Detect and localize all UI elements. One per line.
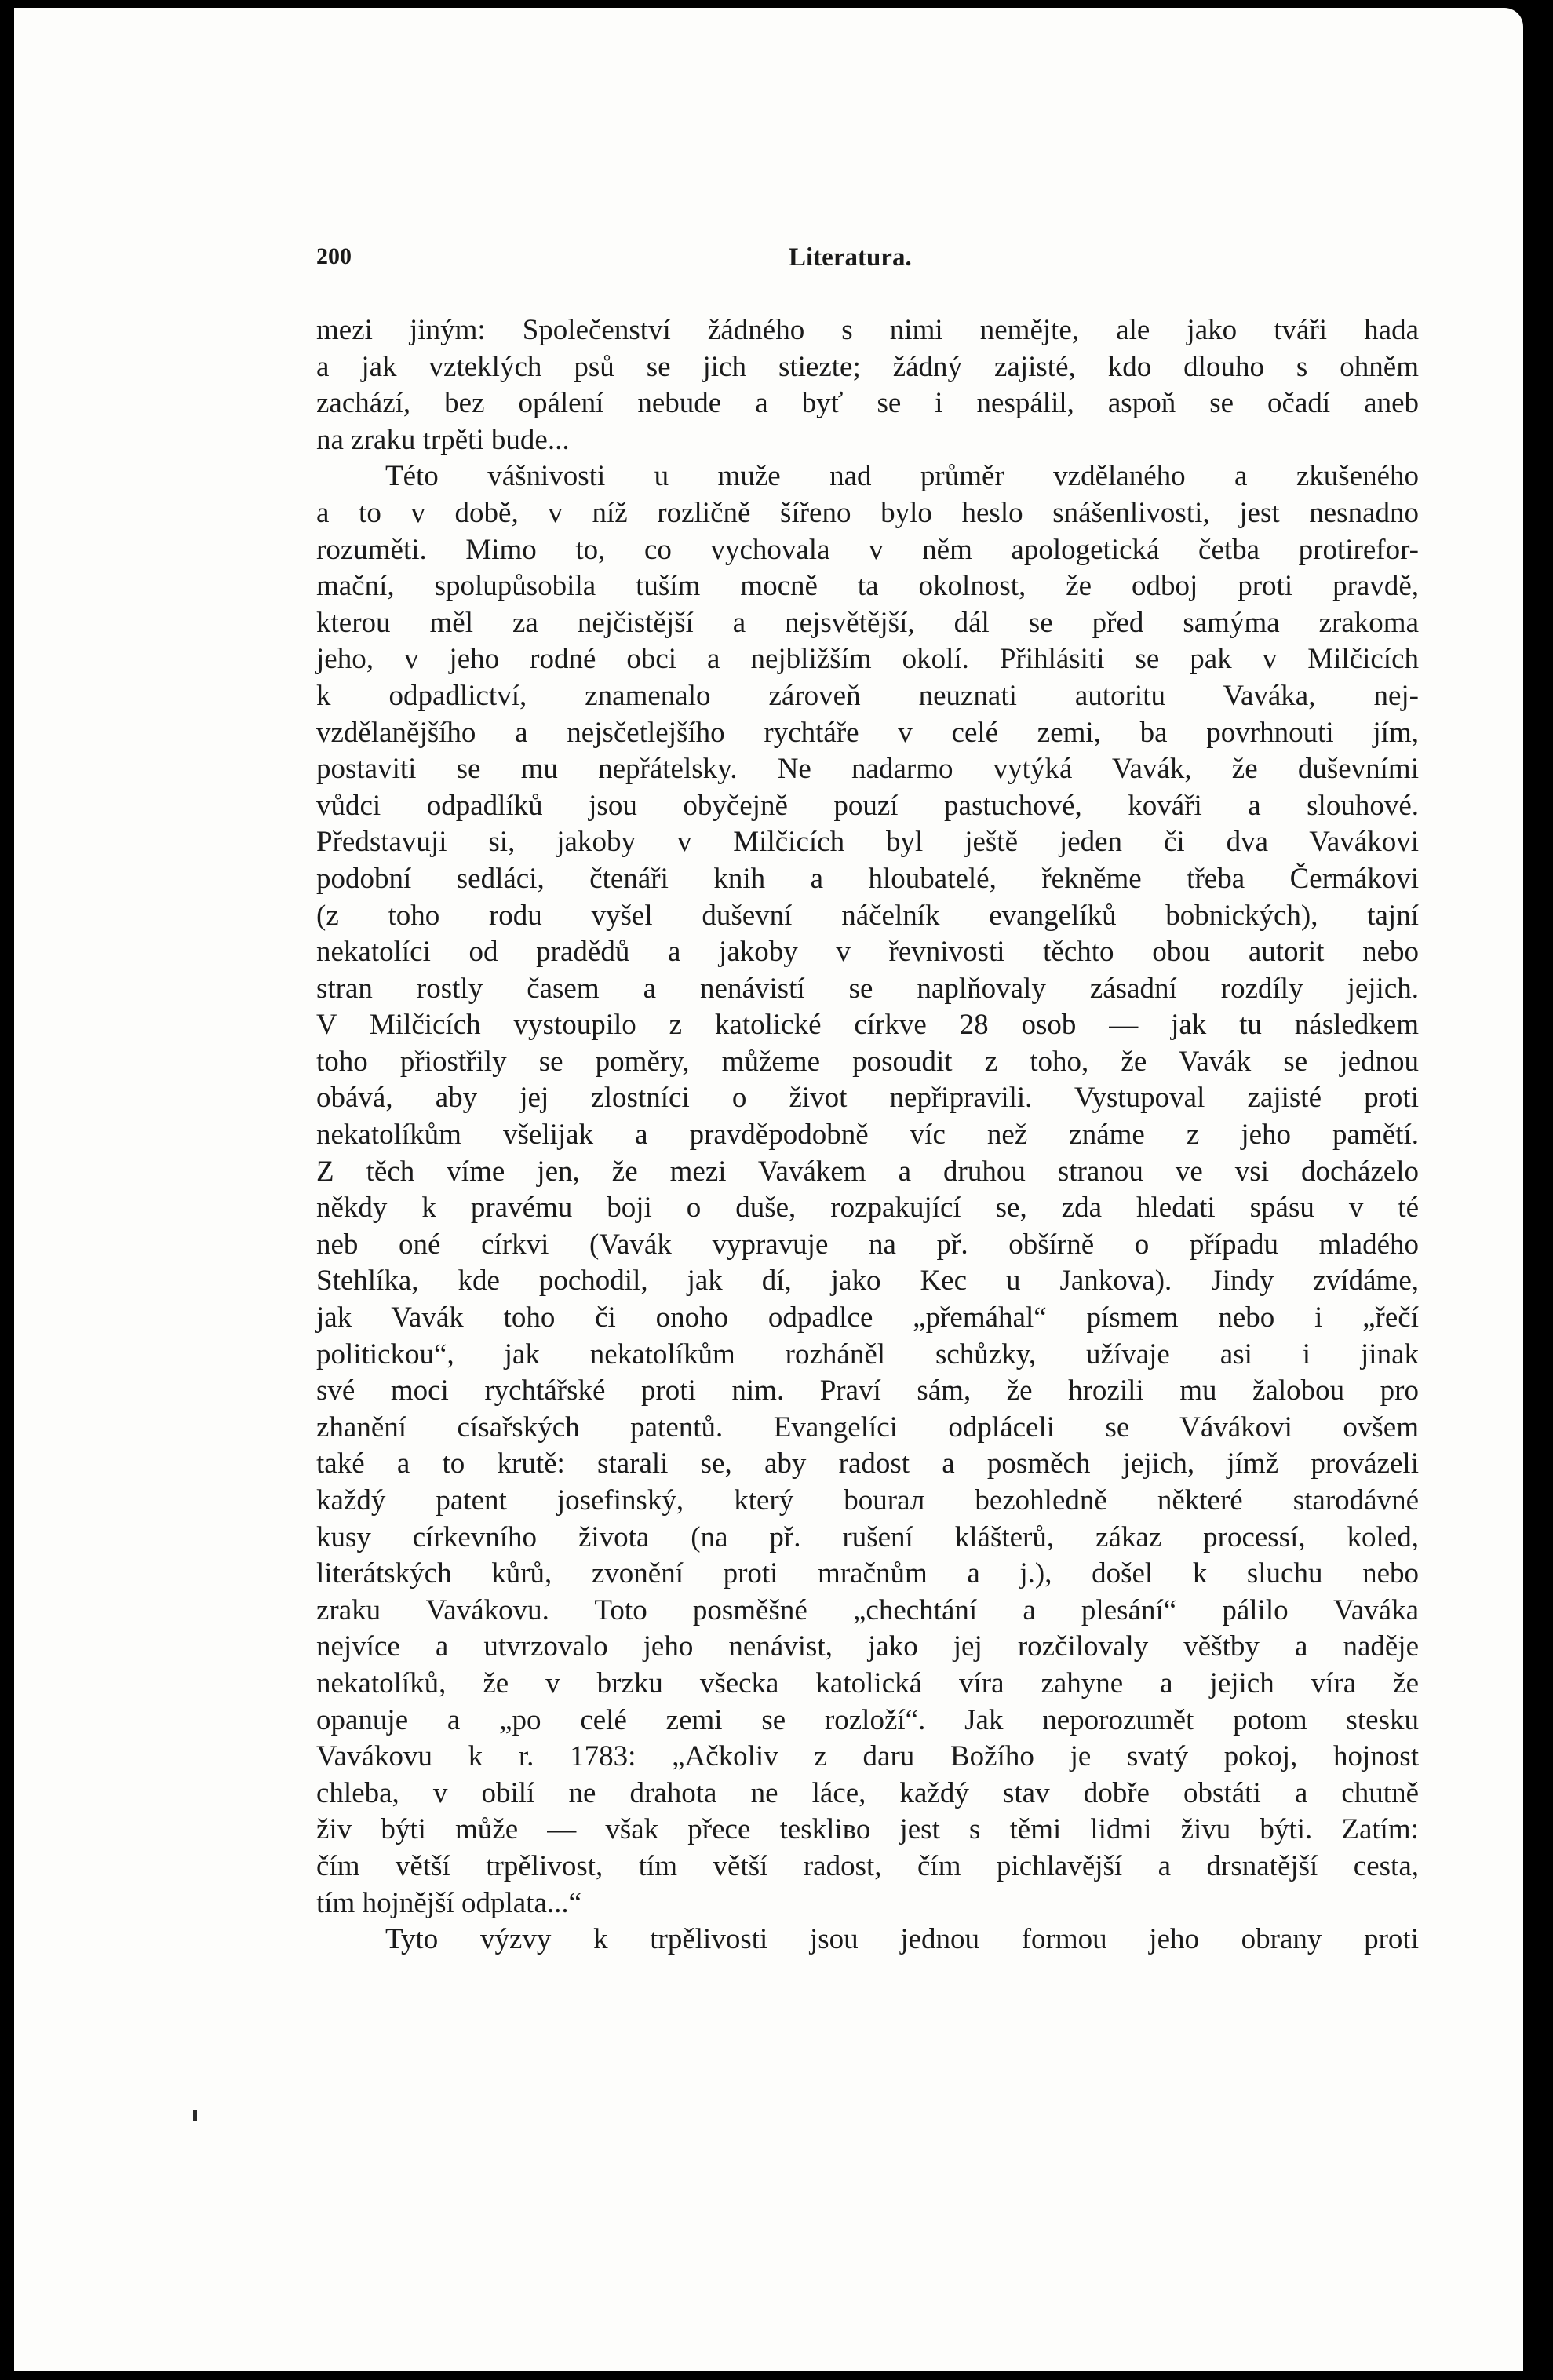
text-line: nekatolíků, že v brzku všecka katolická víra zahyne a jejich víra že bbox=[316, 1666, 1419, 1699]
text-line: Této vášnivosti u muže nad průměr vzdělaného a zkušeného bbox=[385, 460, 1419, 493]
text-line: každý patent josefinský, který bourал bezohledně některé starodávné bbox=[316, 1484, 1419, 1517]
text-line: Představuji si, jakoby v Milčicích byl ještě jeden či dva Vavákovi bbox=[316, 826, 1419, 859]
text-line: zraku Vavákovu. Toto posměšné „chechtání a plesání“ pálilo Vaváka bbox=[316, 1593, 1419, 1626]
text-line: zachází, bez opálení nebude a byť se i nespálil, aspoň se očadí aneb bbox=[316, 387, 1419, 420]
text-line: své moci rychtářské proti nim. Praví sám, že hrozili mu žalobou pro bbox=[316, 1374, 1419, 1407]
text-line: zhanění císařských patentů. Evangelíci odpláceli se Vávákovi ovšem bbox=[316, 1411, 1419, 1444]
scanned-page bbox=[14, 8, 1523, 2371]
text-line: opanuje a „po celé zemi se rozloží“. Jak neporozumět potom stesku bbox=[316, 1703, 1419, 1736]
text-line: podobní sedláci, čtenáři knih a hloubatelé, řekněme třeba Čermákovi bbox=[316, 862, 1419, 895]
text-line: k odpadlictví, znamenalo zároveň neuznati autoritu Vaváka, nej- bbox=[316, 679, 1419, 712]
text-line: Stehlíka, kde pochodil, jak dí, jako Kec u Jankova). Jindy zvídáme, bbox=[316, 1265, 1419, 1298]
text-line: někdy k pravému boji o duše, rozpakující se, zda hledati spásu v té bbox=[316, 1192, 1419, 1225]
text-line: rozuměti. Mimo to, co vychovala v něm apologetická četba protirefor- bbox=[316, 533, 1419, 566]
text-line: živ býti může — však přece teskliво jest s těmi lidmi živu býti. Zatím: bbox=[316, 1813, 1419, 1846]
text-line: a jak vzteklých psů se jich stiezte; žádný zajisté, kdo dlouho s ohněm bbox=[316, 350, 1419, 383]
text-line: postaviti se mu nepřátelsky. Ne nadarmo vytýká Vavák, že duševními bbox=[316, 753, 1419, 786]
text-line: (z toho rodu vyšel duševní náčelník evangelíků bobnických), tajní bbox=[316, 899, 1419, 932]
text-line: mační, spolupůsobila tuším mocně ta okolnost, že odboj proti pravdě, bbox=[316, 570, 1419, 603]
text-line: a to v době, v níž rozličně šířeno bylo heslo snášenlivosti, jest nesnadno bbox=[316, 496, 1419, 529]
text-line: toho přiostřily se poměry, můžeme posoudit z toho, že Vavák se jednou bbox=[316, 1045, 1419, 1078]
text-line: kterou měl za nejčistější a nejsvětější, dál se před samýma zrakoma bbox=[316, 606, 1419, 639]
text-line: kusy církevního života (na př. rušení klášterů, zákaz processí, koled, bbox=[316, 1520, 1419, 1553]
text-line: vzdělanějšího a nejsčetlejšího rychtáře v celé zemi, ba povrhnouti jím, bbox=[316, 716, 1419, 749]
text-line: nekatolíkům všelijak a pravděpodobně víc než známe z jeho pamětí. bbox=[316, 1119, 1419, 1152]
text-line: tím hojnější odplata...“ bbox=[316, 1886, 582, 1919]
text-line: neb oné církvi (Vavák vypravuje na př. obšírně o případu mladého bbox=[316, 1228, 1419, 1261]
text-line: také a to krutě: starali se, aby radost a posměch jejich, jímž provázeli bbox=[316, 1447, 1419, 1480]
page-header bbox=[316, 243, 1427, 283]
text-line: Vavákovu k r. 1783: „Ačkoliv z daru Božího je svatý pokoj, hojnost bbox=[316, 1740, 1419, 1773]
text-line: literátských kůrů, zvonění proti mračnům a j.), došel k sluchu nebo bbox=[316, 1557, 1419, 1590]
text-line: na zraku trpěti bude... bbox=[316, 423, 570, 456]
text-line: politickou“, jak nekatolíkům rozháněl schůzky, užívaje asi i jinak bbox=[316, 1338, 1419, 1371]
text-line: nekatolíci od pradědů a jakoby v řevnivosti těchto obou autorit nebo bbox=[316, 936, 1419, 969]
text-line: Z těch víme jen, že mezi Vavákem a druhou stranou ve vsi docházelo bbox=[316, 1155, 1419, 1188]
text-line: stran rostly časem a nenávistí se naplňovaly zásadní rozdíly jejich. bbox=[316, 972, 1419, 1005]
text-line: jeho, v jeho rodné obci a nejbližším okolí. Přihlásiti se pak v Milčicích bbox=[316, 643, 1419, 676]
running-title: Literatura. bbox=[789, 243, 912, 272]
text-line: vůdci odpadlíků jsou obyčejně pouzí pastuchové, kováři a slouhové. bbox=[316, 789, 1419, 822]
text-line: jak Vavák toho či onoho odpadlce „přemáhal“ písmem nebo i „řečí bbox=[316, 1301, 1419, 1334]
text-line: chleba, v obilí ne drahota ne láce, každý stav dobře obstáti a chutně bbox=[316, 1776, 1419, 1809]
text-line: obává, aby jej zlostníci o život nepřipravili. Vystupoval zajisté proti bbox=[316, 1082, 1419, 1115]
stray-mark bbox=[193, 2110, 197, 2121]
text-line: nejvíce a utvrzovalo jeho nenávist, jako jej rozčilovaly věštby a naděje bbox=[316, 1630, 1419, 1663]
body-text bbox=[316, 312, 1419, 1958]
text-line: mezi jiným: Společenství žádného s nimi nemějte, ale jako tváři hada bbox=[316, 314, 1419, 346]
text-line: čím větší trpělivost, tím větší radost, čím pichlavější a drsnatější cesta, bbox=[316, 1849, 1419, 1882]
page-number: 200 bbox=[316, 243, 352, 269]
text-line: Tyto výzvy k trpělivosti jsou jednou formou jeho obrany proti bbox=[385, 1923, 1419, 1956]
text-line: V Milčicích vystoupilo z katolické církve 28 osob — jak tu následkem bbox=[316, 1009, 1419, 1042]
